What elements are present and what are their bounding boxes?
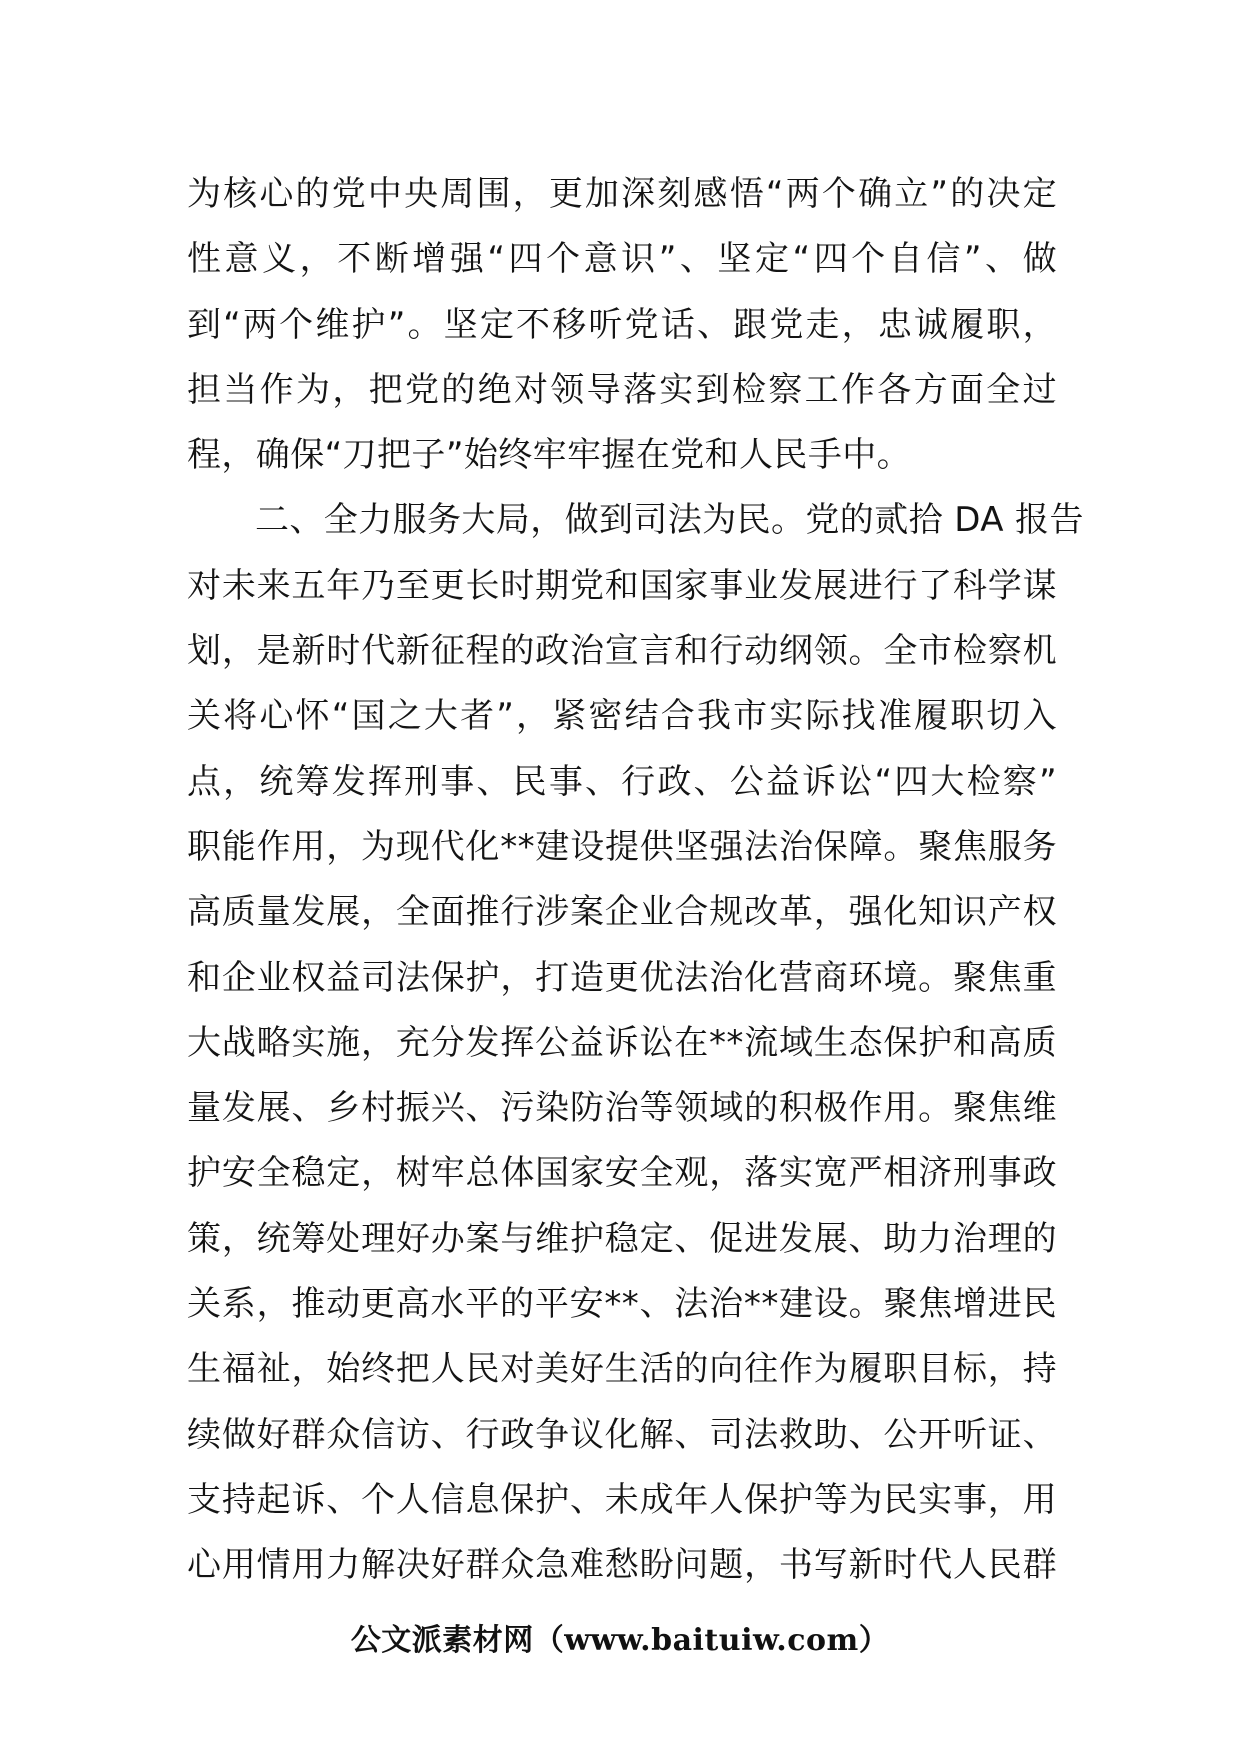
text-line: 策，统筹处理好办案与维护稳定、促进发展、助力治理的 (187, 1218, 1057, 1259)
text-line: 划，是新时代新征程的政治宣言和行动纲领。全市检察机 (187, 631, 1057, 672)
text-line: 量发展、乡村振兴、污染防治等领域的积极作用。聚焦维 (187, 1088, 1057, 1129)
document-body (187, 162, 1084, 1599)
text-line: 和企业权益司法保护，打造更优法治化营商环境。聚焦重 (187, 957, 1057, 998)
text-line: 点，统筹发挥刑事、民事、行政、公益诉讼“四大检察” (187, 761, 1057, 802)
text-line: 支持起诉、个人信息保护、未成年人保护等为民实事，用 (187, 1479, 1057, 1520)
text-line: 续做好群众信访、行政争议化解、司法救助、公开听证、 (187, 1414, 1057, 1455)
text-line: 担当作为，把党的绝对领导落实到检察工作各方面全过 (187, 369, 1057, 410)
text-line: 对未来五年乃至更长时期党和国家事业发展进行了科学谋 (187, 565, 1057, 606)
text-line: 职能作用，为现代化**建设提供坚强法治保障。聚焦服务 (187, 826, 1057, 867)
footer-watermark: 公文派素材网（www.baituiw.com） (350, 1623, 890, 1658)
text-line: 性意义，不断增强“四个意识”、坚定“四个自信”、做 (187, 239, 1057, 280)
text-line: 关系，推动更高水平的平安**、法治**建设。聚焦增进民 (187, 1284, 1057, 1325)
text-line: 关将心怀“国之大者”，紧密结合我市实际找准履职切入 (187, 696, 1057, 737)
text-line: 程，确保“刀把子”始终牢牢握在党和人民手中。 (187, 435, 912, 476)
text-line: 为核心的党中央周围，更加深刻感悟“两个确立”的决定 (187, 174, 1057, 214)
section-heading-line: 二、全力服务大局，做到司法为民。党的贰拾 DA 报告 (255, 500, 1084, 541)
text-line: 高质量发展，全面推行涉案企业合规改革，强化知识产权 (187, 892, 1057, 933)
text-line: 到“两个维护”。坚定不移听党话、跟党走，忠诚履职， (187, 304, 1057, 345)
text-line: 心用情用力解决好群众急难愁盼问题，书写新时代人民群 (187, 1545, 1057, 1586)
text-line: 护安全稳定，树牢总体国家安全观，落实宽严相济刑事政 (187, 1153, 1057, 1194)
text-line: 生福祉，始终把人民对美好生活的向往作为履职目标，持 (187, 1349, 1057, 1390)
text-line: 大战略实施，充分发挥公益诉讼在**流域生态保护和高质 (187, 1022, 1057, 1063)
